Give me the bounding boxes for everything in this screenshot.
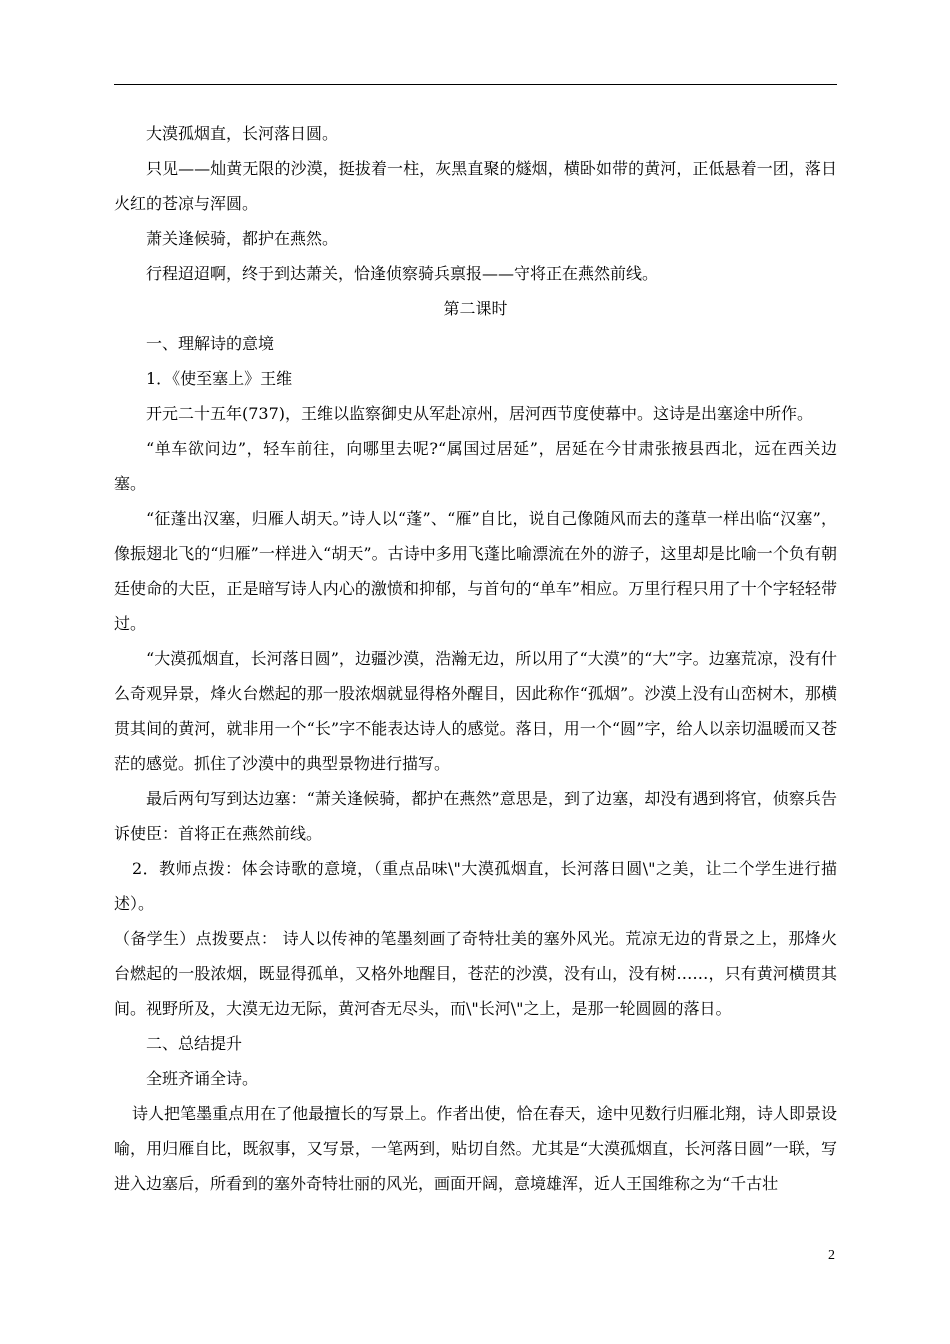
header-rule	[114, 84, 837, 85]
paragraph: （备学生）点拨要点： 诗人以传神的笔墨刻画了奇特壮美的塞外风光。荒凉无边的背景之上，那烽火台燃起的一股浓烟，既显得孤单，又格外地醒目，苍茫的沙漠，没有山，没有树……，只有黄河横贯其间。视野所及，大漠无边无际，黄河杳无尽头，而\"长河\"之上，是那一轮圆圆的落日。	[114, 929, 837, 1018]
paragraph: 萧关逢候骑，都护在燕然。	[146, 229, 339, 248]
paragraph: “单车欲问边”，轻车前往，向哪里去呢?“属国过居延”，居延在今甘肃张掖县西北，远在西关边塞。	[114, 439, 837, 493]
section-heading: 二、总结提升	[146, 1034, 243, 1053]
paragraph: 行程迢迢啊，终于到达萧关，恰逢侦察骑兵禀报——守将正在燕然前线。	[146, 264, 659, 283]
paragraph: 全班齐诵全诗。	[146, 1069, 259, 1088]
paragraph: 只见——灿黄无限的沙漠，挺拔着一柱，灰黑直聚的燧烟，横卧如带的黄河，正低悬着一团，落日火红的苍凉与浑圆。	[114, 159, 837, 213]
paragraph: 大漠孤烟直，长河落日圆。	[146, 124, 339, 143]
paragraph: “征蓬出汉塞，归雁人胡天。”诗人以“蓬”、“雁”自比，说自己像随风而去的蓬草一样出临“汉塞”，像振翅北飞的“归雁”一样进入“胡天”。古诗中多用飞蓬比喻漂流在外的游子，这里却是比喻一个负有朝廷使命的大臣，正是暗写诗人内心的激愤和抑郁，与首句的“单车”相应。万里行程只用了十个字轻轻带过。	[114, 509, 837, 633]
paragraph: “大漠孤烟直，长河落日圆”，边疆沙漠，浩瀚无边，所以用了“大漠”的“大”字。边塞荒凉，没有什么奇观异景，烽火台燃起的那一股浓烟就显得格外醒目，因此称作“孤烟”。沙漠上没有山峦树木，那横贯其间的黄河，就非用一个“长”字不能表达诗人的感觉。落日，用一个“圆”字，给人以亲切温暖而又苍茫的感觉。抓住了沙漠中的典型景物进行描写。	[114, 649, 837, 773]
paragraph: 诗人把笔墨重点用在了他最擅长的写景上。作者出使，恰在春天，途中见数行归雁北翔，诗人即景设喻，用归雁自比，既叙事，又写景，一笔两到，贴切自然。尤其是“大漠孤烟直，长河落日圆”一联，写进入边塞后，所看到的塞外奇特壮丽的风光，画面开阔，意境雄浑，近人王国维称之为“千古壮	[114, 1104, 837, 1193]
paragraph: 开元二十五年(737)，王维以监察御史从军赴凉州，居河西节度使幕中。这诗是出塞途中所作。	[146, 404, 814, 423]
paragraph: 2．教师点拨：体会诗歌的意境，（重点品味\"大漠孤烟直，长河落日圆\"之美，让二个学生进行描述）。	[114, 859, 837, 913]
document-body	[114, 116, 837, 1201]
section-heading: 一、理解诗的意境	[146, 334, 275, 353]
page-number: 2	[828, 1248, 835, 1263]
paragraph: 最后两句写到达边塞：“萧关逢候骑，都护在燕然”意思是，到了边塞，却没有遇到将官，侦察兵告诉使臣：首将正在燕然前线。	[114, 789, 837, 843]
subheading: 1．《使至塞上》王维	[146, 369, 293, 388]
section-title: 第二课时	[443, 299, 508, 318]
